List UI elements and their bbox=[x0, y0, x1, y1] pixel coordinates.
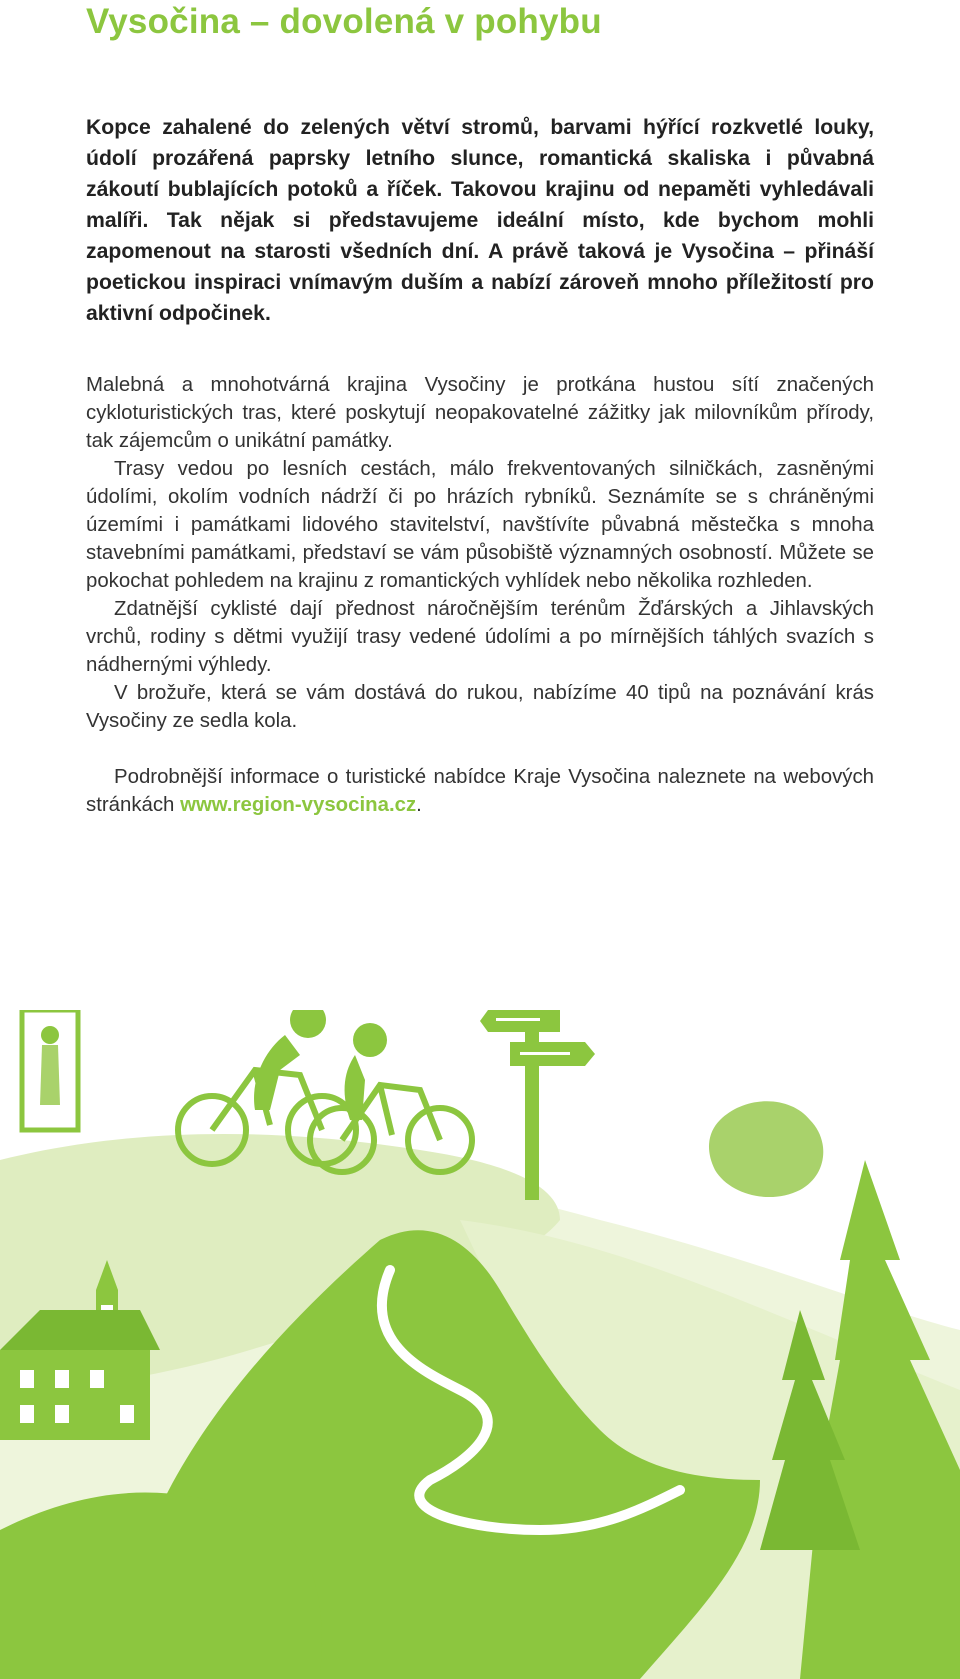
body-text bbox=[86, 371, 874, 819]
wayside-shrine bbox=[20, 1010, 80, 1130]
lead-paragraph: Kopce zahalené do zelených větví stromů, barvami hýřící rozkvetlé louky, údolí prozářená paprsky letního slunce, romantická skaliska i půvabná zákoutí bublajících potoků a říček. Takovou krajinu od nepaměti vyhledávali malíři. Tak nějak si představujeme ideální místo, kde bychom mohli zapomenout na starosti všedních dní. A právě taková je Vysočina – přináší poetickou inspiraci vnímavým duším a nabízí zároveň mnoho příležitostí pro aktivní odpočinek. bbox=[86, 116, 874, 325]
page-title: Vysočina – dovolená v pohybu bbox=[86, 2, 602, 41]
landscape-illustration bbox=[0, 1010, 960, 1679]
body-paragraph-3: Zdatnější cyklisté dají přednost náročnějším terénům Žďárských a Jihlavských vrchů, rodiny s dětmi využijí trasy vedené údolími a po mírnějších táhlých svazích s nádhernými výhledy. bbox=[86, 598, 874, 676]
body-paragraph-5 bbox=[86, 763, 874, 819]
rock-outcrop bbox=[709, 1101, 823, 1197]
info-text: Podrobnější informace o turistické nabídce Kraje Vysočina naleznete na webových stránkách bbox=[86, 766, 874, 816]
body-paragraph-1: Malebná a mnohotvárná krajina Vysočiny je protkána hustou sítí značených cykloturistických tras, které poskytují neopakovatelné zážitky jak milovníkům přírody, tak zájemcům o unikátní památky. bbox=[86, 374, 874, 452]
info-text-end: . bbox=[416, 794, 422, 816]
body-paragraph-2: Trasy vedou po lesních cestách, málo frekventovaných silničkách, zasněnými údolími, okolím vodních nádrží či po hrázích rybníků. Seznámíte se s chráněnými územími i památkami lidového stavitelství, navštívíte půvabná městečka s mnoha stavebními památkami, představí se vám působiště významných osobností. Můžete se pokochat pohledem na krajinu z romantických vyhlídek nebo několika rozhleden. bbox=[86, 458, 874, 592]
body-paragraph-4: V brožuře, která se vám dostává do rukou, nabízíme 40 tipů na poznávání krás Vysočiny ze sedla kola. bbox=[86, 682, 874, 732]
website-link[interactable]: www.region-vysocina.cz bbox=[180, 794, 417, 816]
